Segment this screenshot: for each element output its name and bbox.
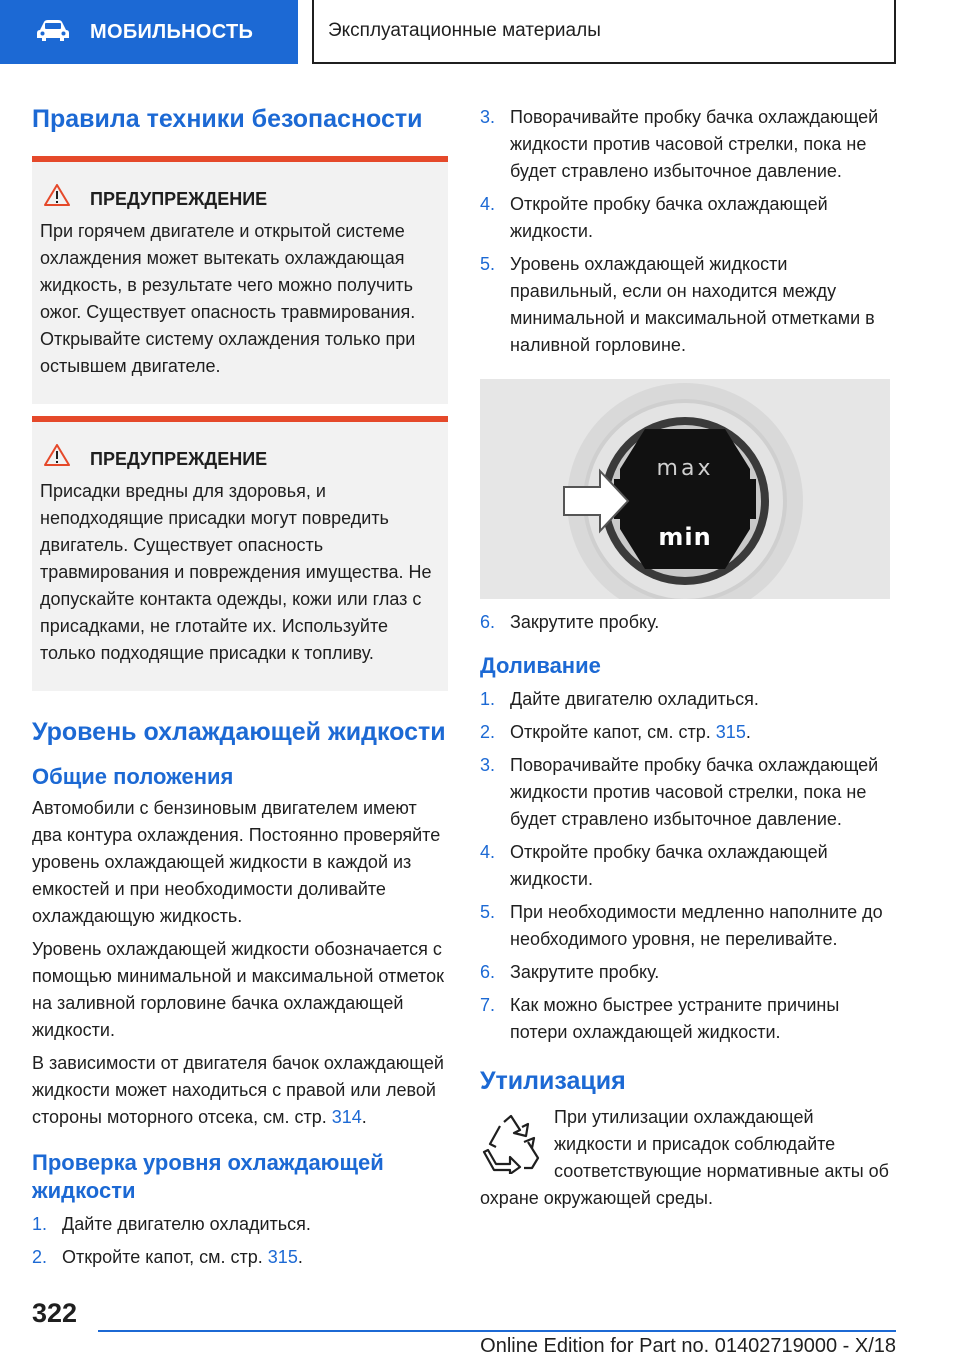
recycle-icon [480,1112,546,1178]
general-paragraph: Автомобили с бензиновым двигателем имеют два контура охлаждения. Постоянно проверяйте уровень охлаждающей жидкости в каждой из емкостей и при необходимости доливайте охлаждающую жидкость. [32,798,441,926]
list-item: 2. Откройте капот, см. стр. 315. [32,1247,303,1267]
disposal-title: Утилизация [480,1067,626,1095]
check-steps-final [480,609,896,636]
warning-triangle-icon [44,444,70,474]
list-item: 7. Как можно быстрее устраните причины потери охлаждающей жидкости. [480,995,840,1042]
disposal-text: При утилизации охлаждающей жидкости и присадок соблюдайте соответствующие нормативные акты об охране окружающей среды. [480,1107,889,1208]
check-steps [32,1211,448,1271]
warning-box-hot-engine [32,162,448,404]
page-link[interactable]: 315 [267,1247,298,1267]
car-icon [36,18,70,47]
top-up-steps [480,686,896,1046]
warning-label: ПРЕДУПРЕЖДЕНИЕ [90,448,268,469]
list-item: 3. Поворачивайте пробку бачка охлаждающей жидкости против часовой стрелки, пока не будет стравлено избыточное давление. [480,755,879,829]
footer-rule [98,1330,896,1332]
top-up-title: Доливание [480,653,601,678]
list-item: 1. Дайте двигателю охладиться. [480,689,759,709]
chapter-title: Эксплуатационные материалы [312,0,896,64]
left-column [32,104,448,1277]
warning-text: Присадки вредны для здоровья, и неподходящие присадки могут повредить двигатель. Существует опасность травмирования и повреждения имущества. Не допускайте контакта одежды, кожи или глаз с присадками, не глотайте их. Используйте только подходящие присадки к топливу. [40,481,432,663]
warning-text: При горячем двигателе и открытой системе охлаждения может вытекать охлаждающая жидкость, в результате чего можно получить ожог. Существует опасность травмирования. Открывайте систему охлаждения только при остывшем двигателе. [40,221,416,376]
page-number: 322 [32,1298,78,1328]
general-paragraph: В зависимости от двигателя бачок охлаждающей жидкости может находиться с правой или левой стороны моторного отсека, см. стр. 314. [32,1053,444,1127]
page-link[interactable]: 315 [715,722,746,742]
warning-label: ПРЕДУПРЕЖДЕНИЕ [90,188,268,209]
right-column [480,104,896,1218]
warning-triangle-icon [44,184,70,214]
general-paragraph: Уровень охлаждающей жидкости обозначается с помощью минимальной и максимальной отметок на заливной горловине бачка охлаждающей жидкости. [32,939,444,1040]
general-title: Общие положения [32,764,234,789]
section-tab[interactable] [0,0,298,64]
list-item: 2. Откройте капот, см. стр. 315. [480,722,751,742]
safety-title: Правила техники безопасности [32,105,423,133]
min-mark-label: min [658,523,712,551]
section-tab-label: МОБИЛЬНОСТЬ [90,20,254,43]
list-item: 1. Дайте двигателю охладиться. [32,1214,311,1234]
list-item: 6. Закрутите пробку. [480,612,660,632]
list-item: 4. Откройте пробку бачка охлаждающей жидкости. [480,194,828,241]
edition-text: Online Edition for Part no. 01402719000 - X/18 [480,1335,896,1357]
warning-box-additives [32,422,448,691]
list-item: 4. Откройте пробку бачка охлаждающей жидкости. [480,842,828,889]
page-link[interactable]: 314 [331,1107,362,1127]
list-item: 3. Поворачивайте пробку бачка охлаждающей жидкости против часовой стрелки, пока не будет стравлено избыточное давление. [480,107,879,181]
max-mark-label: max [656,456,714,481]
list-item: 6. Закрутите пробку. [480,962,660,982]
list-item: 5. При необходимости медленно наполните до необходимого уровня, не переливайте. [480,902,883,949]
list-item: 5. Уровень охлаждающей жидкости правильный, если он находится между минимальной и максимальной отметками в наливной горловине. [480,254,875,355]
coolant-level-title: Уровень охлаждающей жидкости [32,718,446,746]
check-steps-continued [480,104,896,359]
disposal-block [480,1104,896,1212]
coolant-cap-photo [480,379,890,599]
check-level-title: Проверка уровня охлаждающей жидкости [32,1150,384,1203]
